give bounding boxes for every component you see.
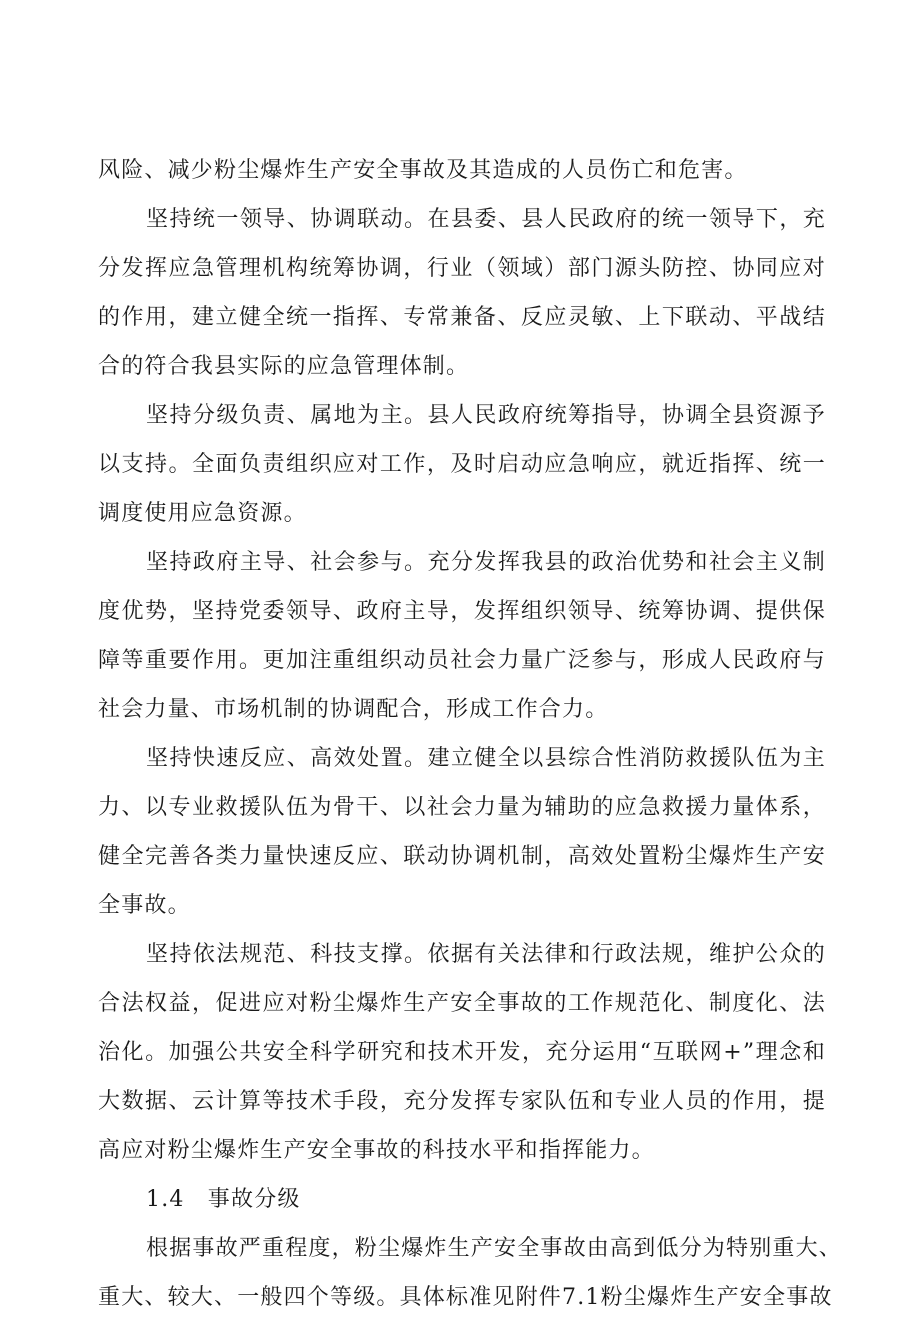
paragraph-line: 的作用，建立健全统一指挥、专常兼备、反应灵敏、上下联动、平战结: [98, 305, 826, 330]
paragraph-line: 治化。加强公共安全科学研究和技术开发，充分运用“互联网+”理念和: [98, 1040, 826, 1065]
paragraph-line: 大数据、云计算等技术手段，充分发挥专家队伍和专业人员的作用，提: [98, 1089, 826, 1114]
paragraph-line: 高应对粉尘爆炸生产安全事故的科技水平和指挥能力。: [98, 1138, 655, 1163]
paragraph-line: 健全完善各类力量快速反应、联动协调机制，高效处置粉尘爆炸生产安: [98, 844, 826, 869]
paragraph-line: 坚持政府主导、社会参与。充分发挥我县的政治优势和社会主义制: [146, 550, 826, 575]
paragraph-line: 坚持快速反应、高效处置。建立健全以县综合性消防救援队伍为主: [146, 746, 826, 771]
paragraph-line: 度优势，坚持党委领导、政府主导，发挥组织领导、统筹协调、提供保: [98, 599, 826, 624]
paragraph-line: 调度使用应急资源。: [98, 501, 307, 526]
paragraph-line: 合法权益，促进应对粉尘爆炸生产安全事故的工作规范化、制度化、法: [98, 991, 826, 1016]
section-heading: 1.4 事故分级: [146, 1187, 301, 1212]
paragraph-line: 根据事故严重程度，粉尘爆炸生产安全事故由高到低分为特别重大、: [146, 1236, 843, 1261]
paragraph-line: 以支持。全面负责组织应对工作，及时启动应急响应，就近指挥、统一: [98, 452, 826, 477]
paragraph-line: 坚持依法规范、科技支撑。依据有关法律和行政法规，维护公众的: [146, 942, 826, 967]
paragraph-line: 风险、减少粉尘爆炸生产安全事故及其造成的人员伤亡和危害。: [98, 158, 748, 183]
paragraph-line: 合的符合我县实际的应急管理体制。: [98, 354, 470, 379]
paragraph-line: 全事故。: [98, 893, 191, 918]
paragraph-line: 分发挥应急管理机构统筹协调，行业（领域）部门源头防控、协同应对: [98, 256, 826, 281]
paragraph-line: 力、以专业救援队伍为骨干、以社会力量为辅助的应急救援力量体系，: [98, 795, 826, 820]
paragraph-line: 重大、较大、一般四个等级。具体标准见附件7.1粉尘爆炸生产安全事故: [98, 1285, 833, 1310]
paragraph-line: 社会力量、市场机制的协调配合，形成工作合力。: [98, 697, 609, 722]
paragraph-line: 坚持分级负责、属地为主。县人民政府统筹指导，协调全县资源予: [146, 403, 826, 428]
paragraph-line: 坚持统一领导、协调联动。在县委、县人民政府的统一领导下，充: [146, 207, 826, 232]
document-body: [98, 146, 843, 1322]
paragraph-line: 障等重要作用。更加注重组织动员社会力量广泛参与，形成人民政府与: [98, 648, 826, 673]
